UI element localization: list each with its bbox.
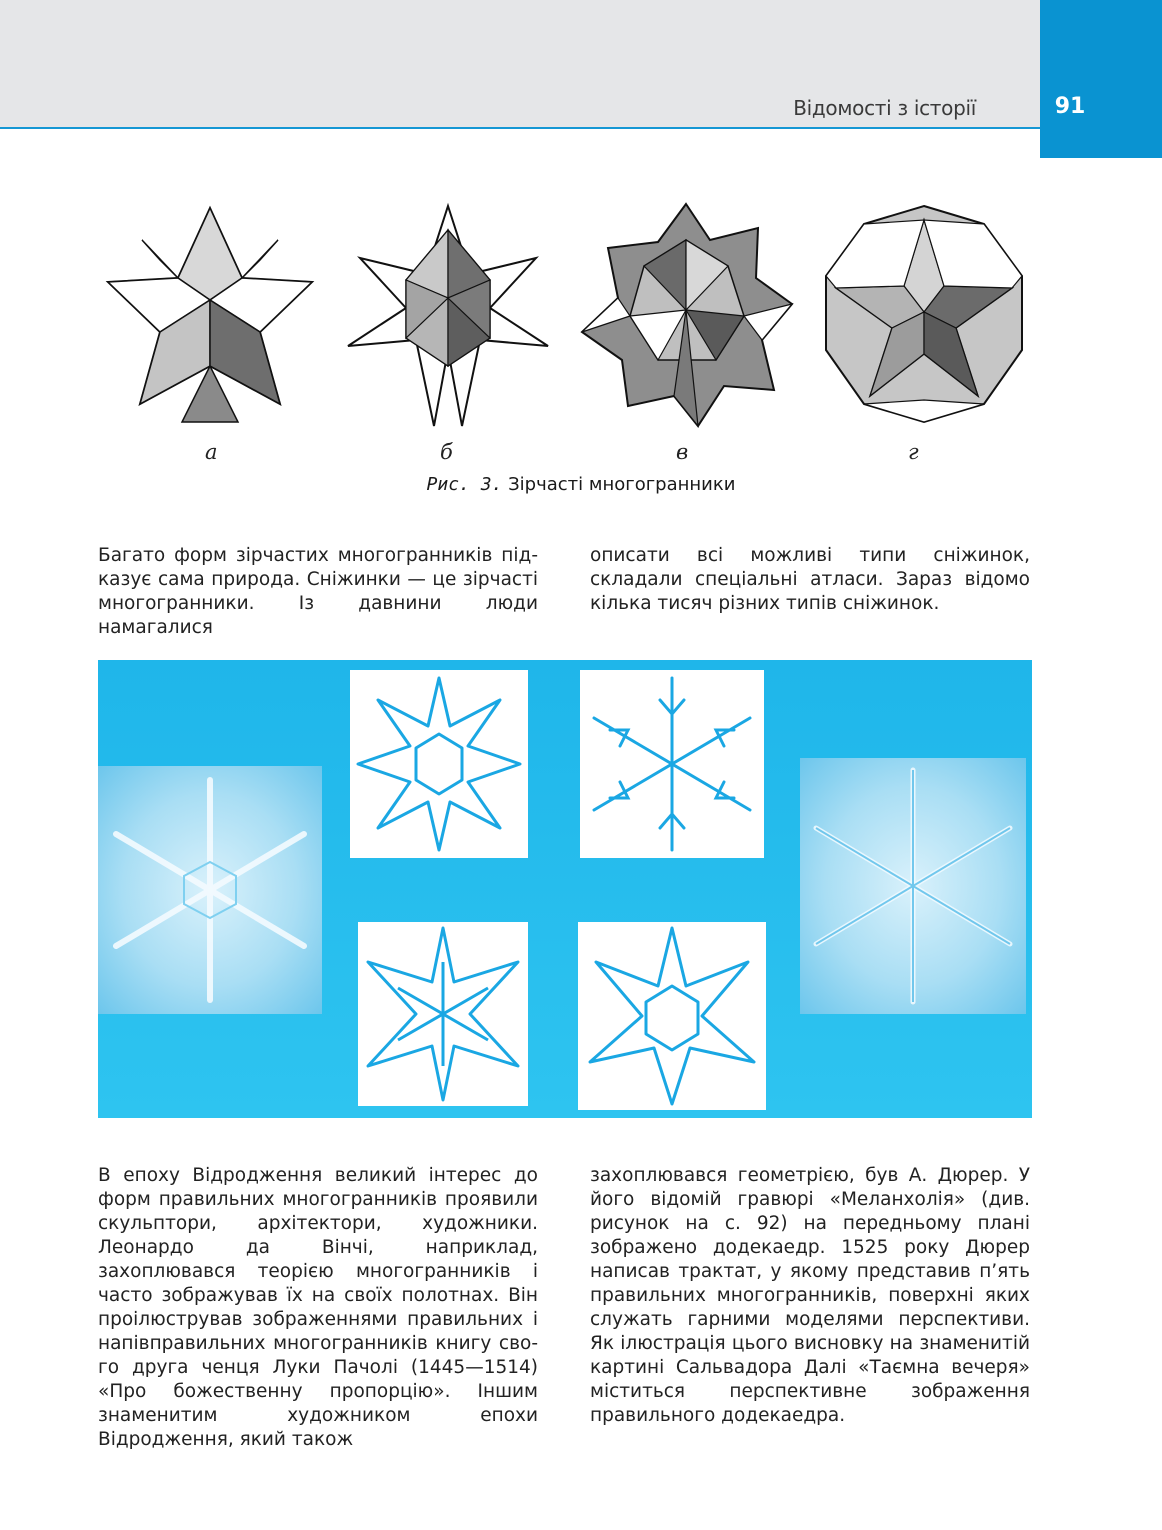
snowflake-2-icon bbox=[580, 670, 764, 858]
figure-caption bbox=[0, 474, 1162, 495]
page-number: 91 bbox=[1054, 94, 1086, 119]
figure-label-a: а bbox=[205, 440, 218, 464]
figure-caption-text: Зірчасті многогранники bbox=[508, 474, 736, 495]
paragraph1-left: Багато форм зірчастих многогранників підказує сама природа. Сніжинки — це зірчасті многогранники. Із давнини люди намагалися bbox=[98, 545, 538, 638]
section-title: Відомості з історії bbox=[793, 96, 976, 120]
paragraph2-right: захоплювався геометрією, був А. Дюрер. У його відомій гравюрі «Меланхолія» (див. рисунок на с. 92) на передньому плані зображено додекаедр. 1525 року Дюрер написав трактат, у якому представив п’ять правильних многогранників, поверхні яких служать гарними моделями перспективи. Як ілюстрація цього висновку на знаменитій картині Сальвадора Далі «Таємна вечеря» міститься перспективне зображення правильного додекаедра. bbox=[590, 1165, 1030, 1426]
figure-label-g: г bbox=[908, 440, 919, 464]
snowflake-photo-right-icon bbox=[800, 758, 1026, 1014]
star-polyhedron-a bbox=[102, 200, 318, 428]
star-polyhedron-v bbox=[578, 200, 794, 428]
snowflake-card-2 bbox=[580, 670, 764, 858]
star-polyhedron-b bbox=[340, 200, 556, 428]
snowflake-card-1 bbox=[350, 670, 528, 858]
snowflake-photo-right bbox=[800, 758, 1026, 1014]
snowflake-photo-left bbox=[98, 766, 322, 1014]
page-tab bbox=[1040, 0, 1162, 158]
snowflake-photo-left-icon bbox=[98, 766, 322, 1014]
snowflake-3-icon bbox=[358, 922, 528, 1106]
snowflake-card-4 bbox=[578, 922, 766, 1110]
paragraph2-left: В епоху Відродження великий інтерес до форм правильних многогранників проявили скульптори, архітектори, художники. Леонардо да Вінчі, наприклад, захоплювався теорією многогранників і часто зображував їх на своїх полотнах. Він проілюстрував зображеннями правильних і напівправильних многогранників книгу свого друга ченця Луки Пачолі (1445—1514) «Про божественну пропорцію». Іншим знаменитим художником епохи Відродження, який також bbox=[98, 1165, 538, 1450]
header-band bbox=[0, 0, 1162, 128]
figure-caption-prefix: Рис. 3. bbox=[426, 474, 503, 495]
figure-label-v: в bbox=[676, 440, 689, 464]
star-polyhedron-g bbox=[816, 200, 1032, 428]
figure-label-b: б bbox=[440, 440, 453, 464]
snowflake-4-icon bbox=[578, 922, 766, 1110]
snowflake-card-3 bbox=[358, 922, 528, 1106]
paragraph1-right: описати всі можливі типи сніжинок, складали спеціальні атласи. Зараз відомо кілька тисяч різних типів сніжинок. bbox=[590, 545, 1030, 614]
header-rule bbox=[0, 127, 1040, 129]
snowflake-1-icon bbox=[350, 670, 528, 858]
snowflake-panel bbox=[98, 660, 1032, 1118]
